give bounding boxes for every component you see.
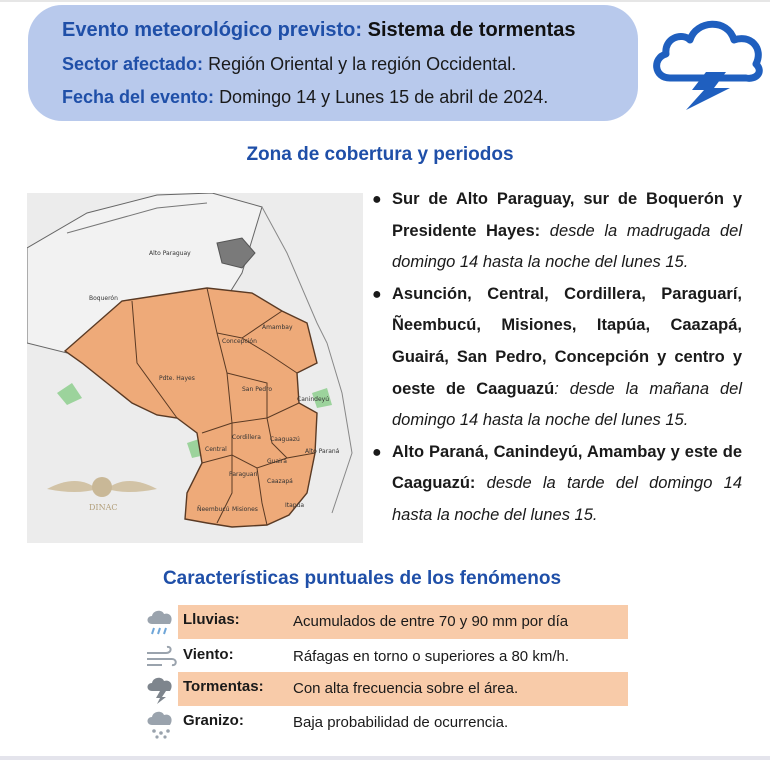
event-label: Evento meteorológico previsto: — [62, 19, 363, 41]
phenomena-title: Características puntuales de los fenómenos — [162, 568, 562, 589]
map-label: Misiones — [232, 506, 258, 513]
date-value: Domingo 14 y Lunes 15 de abril de 2024. — [219, 87, 549, 107]
wind-icon — [144, 643, 178, 673]
map-label: Pdte. Hayes — [159, 375, 195, 382]
phenomenon-value: Con alta frecuencia sobre el área. — [293, 680, 519, 697]
phenomenon-row-hail — [140, 706, 630, 740]
zone-list — [370, 184, 742, 532]
phenomenon-row-wind — [140, 640, 630, 674]
map-label: Central — [205, 446, 227, 453]
coverage-title: Zona de cobertura y periodos — [246, 144, 514, 165]
map-label: Guairá — [267, 458, 287, 465]
rain-cloud-icon — [144, 608, 178, 638]
bottom-divider — [0, 756, 770, 760]
bullet-icon: ● — [372, 191, 382, 208]
top-divider — [0, 0, 770, 2]
date-label: Fecha del evento: — [62, 87, 215, 107]
zone-period: : desde la mañana del domingo 14 hasta la noche del lunes 15. — [392, 379, 742, 430]
storm-cloud-icon — [144, 675, 178, 705]
hail-cloud-icon — [144, 709, 178, 739]
sector-label: Sector afectado: — [62, 54, 204, 74]
map-label: Canindeyú — [297, 396, 329, 403]
event-value: Sistema de tormentas — [367, 19, 576, 41]
map-label: Itapúa — [285, 502, 305, 509]
zone-areas: Asunción, Central, Cordillera, Paraguarí, Ñeembucú, Misiones, Itapúa, Caazapá, Guairá, San Pedro, Concepción y centro y oeste de Caaguazú — [392, 284, 742, 398]
map-label: Caazapá — [267, 478, 293, 485]
map-label: Alto Paraguay — [149, 250, 191, 257]
bullet-icon: ● — [372, 285, 382, 303]
zone-areas: Sur de Alto Paraguay, sur de Boquerón y Presidente Hayes: — [392, 190, 742, 240]
zone-item — [370, 279, 742, 437]
map-label: Alto Paraná — [305, 448, 340, 455]
dinac-logo — [47, 477, 157, 512]
zone-item — [370, 184, 742, 279]
phenomenon-label: Viento: — [183, 646, 234, 663]
zone-areas: Alto Paraná, Canindeyú, Amambay y este de Caaguazú: — [392, 442, 742, 493]
storm-cloud-logo-icon — [648, 14, 768, 110]
map-label: Amambay — [262, 324, 293, 331]
phenomenon-value: Baja probabilidad de ocurrencia. — [293, 714, 509, 731]
phenomenon-label: Granizo: — [183, 712, 244, 729]
zone-period: desde la madrugada del domingo 14 hasta la noche del lunes 15. — [392, 221, 742, 272]
event-summary-box — [28, 5, 638, 121]
bullet-icon: ● — [372, 443, 382, 461]
event-line — [62, 19, 575, 42]
zone-period: desde la tarde del domingo 14 hasta la noche del lunes 15. — [392, 474, 742, 524]
map-label: Boquerón — [89, 295, 118, 302]
date-line — [62, 87, 548, 108]
map-label: Caaguazú — [270, 436, 300, 443]
map-label: Cordillera — [232, 434, 261, 441]
phenomenon-row-rain — [140, 605, 630, 639]
coverage-map — [27, 193, 363, 543]
map-label: Paraguarí — [229, 471, 258, 478]
phenomenon-label: Lluvias: — [183, 611, 240, 628]
phenomenon-row-storm — [140, 672, 630, 706]
phenomenon-value: Ráfagas en torno o superiores a 80 km/h. — [293, 648, 569, 665]
phenomenon-value: Acumulados de entre 70 y 90 mm por día — [293, 613, 569, 630]
sector-line — [62, 54, 516, 75]
zone-item — [370, 437, 742, 532]
phenomenon-label: Tormentas: — [183, 678, 264, 695]
map-label: Concepción — [222, 338, 257, 345]
sector-value: Región Oriental y la región Occidental. — [208, 54, 517, 74]
dinac-logo-text: DINAC — [89, 503, 118, 512]
map-label: Ñeembucú — [197, 506, 230, 513]
map-label: San Pedro — [242, 386, 273, 393]
